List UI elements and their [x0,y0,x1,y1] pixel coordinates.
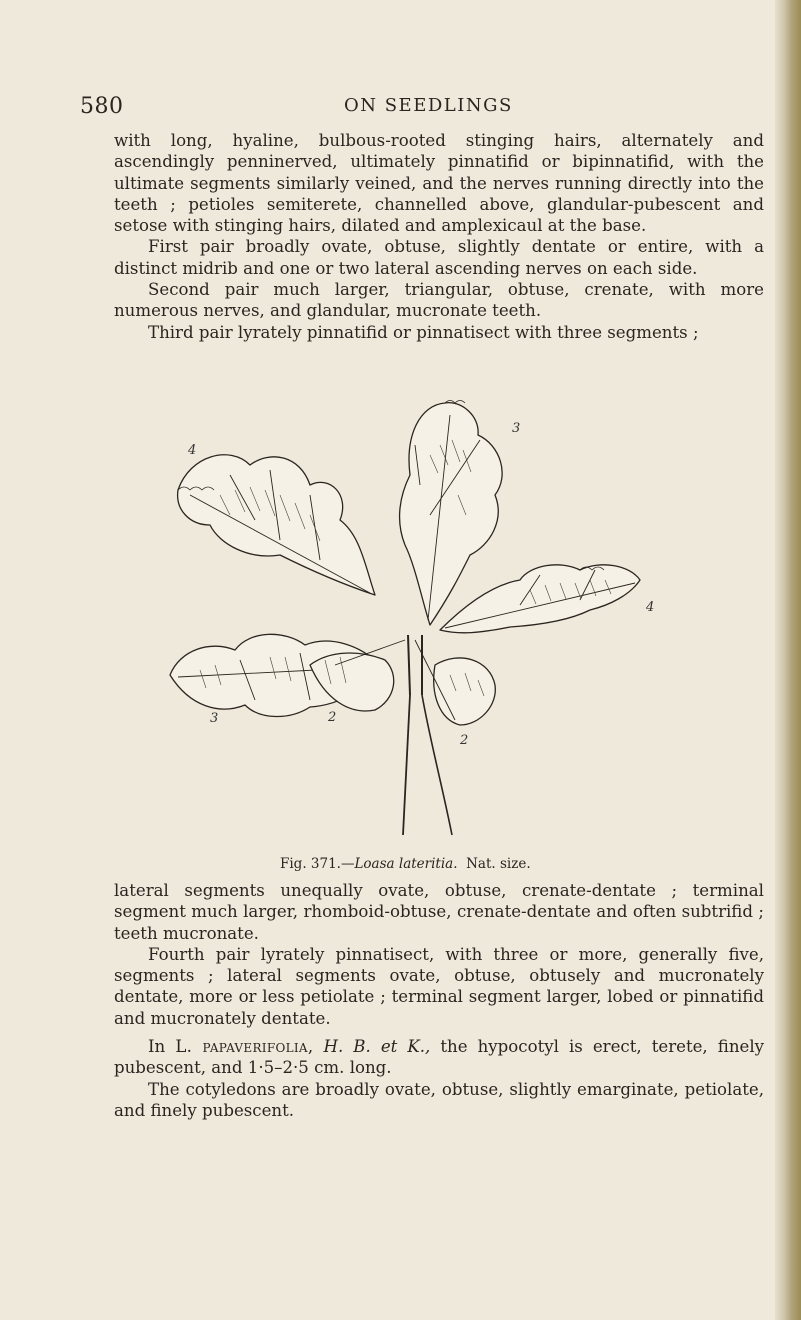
papaverifolia-rest: the hypocotyl is erect, terete, finely pubescent, and 1·5–2·5 cm. long. [114,1037,765,1078]
caption-species: Loasa lateritia. [354,856,458,872]
leaf-label-right: 4 [646,600,655,615]
cotyledon-right [434,658,496,725]
cotyledon-label-right: 2 [460,733,469,748]
top-text-block [114,130,764,343]
papaverifolia-species: L. papaverifolia, [175,1037,314,1057]
bottom-text-block [114,880,764,1121]
page-edge-shadow [775,0,801,1320]
stem [408,635,422,695]
paragraph-second-pair: Second pair much larger, triangular, obtuse, crenate, with more numerous nerves, and glandular, mucronate teeth. [114,280,764,321]
leaf-label-top: 3 [512,421,521,436]
running-title: ON SEEDLINGS [344,95,513,116]
seedling-drawing [160,395,690,850]
paragraph-third-pair-continued: lateral segments unequally ovate, obtuse, crenate-dentate ; terminal segment much larger, rhomboid-obtuse, crenate-dentate and often subtrifid ; teeth mucronate. [114,881,764,943]
papaverifolia-prefix: In [148,1037,166,1057]
running-head [80,94,760,120]
figure-seedling-illustration [160,395,690,850]
page-number: 580 [80,94,124,119]
figure-caption [280,856,531,872]
leaf-top-center [400,403,503,625]
paragraph-papaverifolia [114,1036,764,1079]
leaf-label-upper-left: 4 [188,443,197,458]
papaverifolia-authority: H. B. et K., [323,1037,431,1057]
paragraph-fourth-pair: Fourth pair lyrately pinnatisect, with three or more, generally five, segments ; lateral segments ovate, obtuse, obtusely and mucronately dentate, more or less petiolate ; terminal segment larger, lobed or pinnatifid and mucronately dentate. [114,944,764,1028]
leaf-upper-left [178,455,375,595]
caption-prefix: Fig. 371.— [280,856,355,872]
caption-suffix: Nat. size. [466,856,531,872]
paragraph-third-pair: Third pair lyrately pinnatifid or pinnatisect with three segments ; [148,322,699,342]
leaf-label-lower-left: 3 [210,711,219,726]
paragraph-cotyledons: The cotyledons are broadly ovate, obtuse, slightly emarginate, petiolate, and finely pubescent. [114,1079,764,1120]
paragraph-first-pair: First pair broadly ovate, obtuse, slightly dentate or entire, with a distinct midrib and one or two lateral ascending nerves on each side. [114,237,764,278]
paragraph-leaf-description: with long, hyaline, bulbous-rooted stinging hairs, alternately and ascendingly penninerved, ultimately pinnatifid or bipinnatifid, with the ultimate segments similarly veined, and the nerves running directly into the teeth ; petioles semiterete, channelled above, glandular-pubescent and setose with stinging hairs, dilated and amplexicaul at the base. [114,131,764,236]
root-main [403,695,410,835]
cotyledon-label-left: 2 [328,710,337,725]
